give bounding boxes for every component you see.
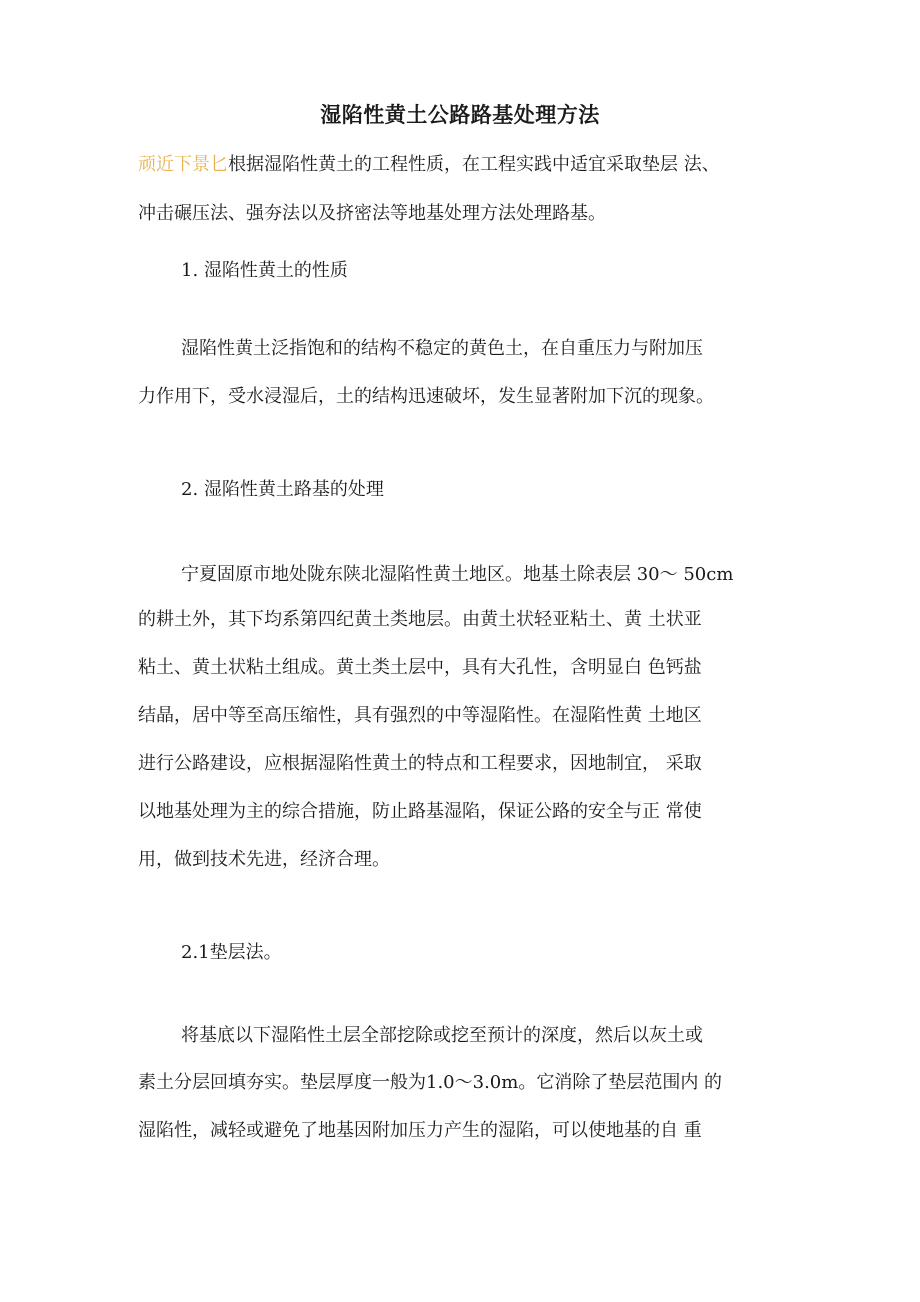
- section-2-para-line: 以地基处理为主的综合措施，防止路基湿陷，保证公路的安全与正 常使: [138, 801, 702, 822]
- section-2-1-para-line: 湿陷性，减轻或避免了地基因附加压力产生的湿陷，可以使地基的自 重: [138, 1120, 702, 1141]
- section-2-para-line: 用，做到技术先进，经济合理。: [138, 849, 390, 870]
- document-title: 湿陷性黄土公路路基处理方法: [320, 102, 600, 127]
- section-1-heading: 1. 湿陷性黄土的性质: [181, 260, 348, 281]
- section-2-para-line: 结晶，居中等至高压缩性，具有强烈的中等湿陷性。在湿陷性黄 土地区: [138, 705, 702, 726]
- section-2-para-line: 宁夏固原市地处陇东陕北湿陷性黄土地区。地基土除表层 30〜 50cm: [181, 564, 734, 585]
- intro-line-2: 冲击碾压法、强夯法以及挤密法等地基处理方法处理路基。: [138, 203, 606, 224]
- section-2-1-para-line: 素土分层回填夯实。垫层厚度一般为1.0〜3.0m。它消除了垫层范围内 的: [138, 1072, 723, 1093]
- section-2-para-line: 粘土、黄土状粘土组成。黄土类土层中，具有大孔性，含明显白 色钙盐: [138, 657, 702, 678]
- highlighted-text: 顽近下景匕: [138, 154, 228, 175]
- intro-line-1: [138, 150, 720, 180]
- section-2-para-line: 进行公路建设，应根据湿陷性黄土的特点和工程要求，因地制宜， 采取: [138, 753, 702, 774]
- section-2-heading: 2. 湿陷性黄土路基的处理: [181, 479, 384, 500]
- section-1-para-line: 力作用下，受水浸湿后，土的结构迅速破坏，发生显著附加下沉的现象。: [138, 386, 714, 407]
- section-2-para-line: 的耕土外，其下均系第四纪黄土类地层。由黄土状轻亚粘土、黄 土状亚: [138, 609, 702, 630]
- intro-line-1-text: 根据湿陷性黄土的工程性质，在工程实践中适宜采取垫层 法、: [228, 154, 720, 175]
- section-2-1-heading: 2.1垫层法。: [181, 942, 282, 963]
- section-2-1-para-line: 将基底以下湿陷性土层全部挖除或挖至预计的深度，然后以灰土或: [181, 1025, 703, 1046]
- section-1-para-line: 湿陷性黄土泛指饱和的结构不稳定的黄色土，在自重压力与附加压: [181, 338, 703, 359]
